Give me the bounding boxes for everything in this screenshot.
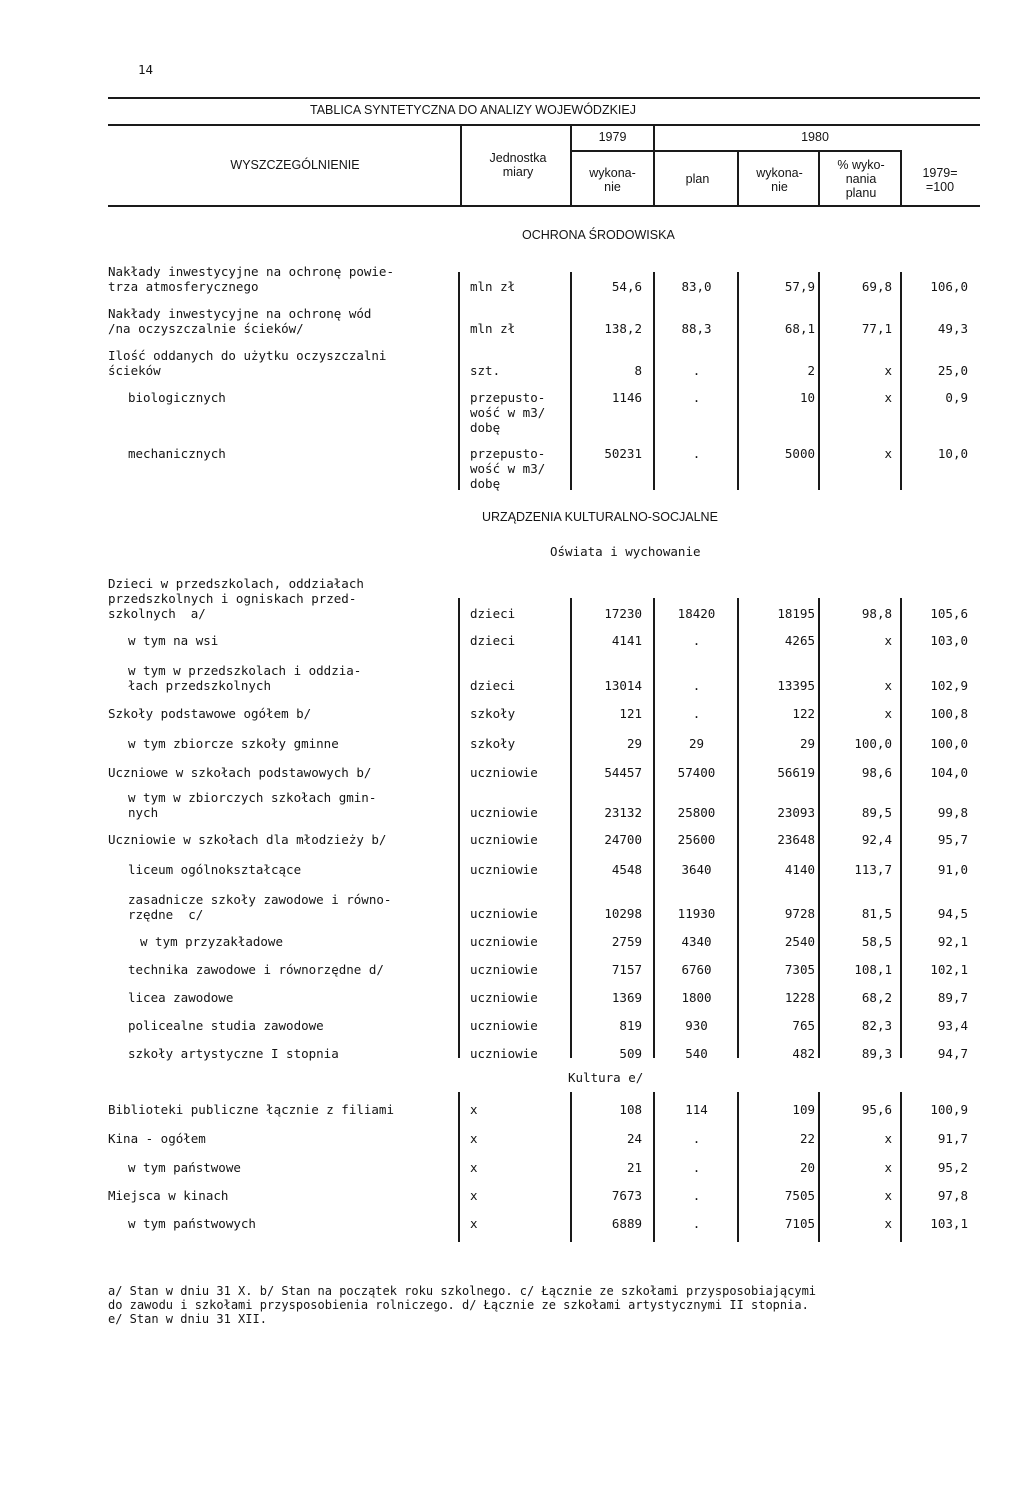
top-rule	[108, 97, 980, 99]
section-oswiata: Oświata i wychowanie	[550, 544, 701, 559]
header-index: 1979= =100	[922, 166, 958, 194]
section-urzadzenia: URZĄDZENIA KULTURALNO-SOCJALNE	[482, 510, 718, 524]
header-unit: Jednostka miary	[489, 151, 547, 179]
footnotes: a/ Stan w dniu 31 X. b/ Stan na początek roku szkolnego. c/ Łącznie ze szkołami przysposobiającymi do zawodu i szkołami przysposobienia rolniczego. d/ Łącznie ze szkołami artystycznymi II stopnia. e/ Stan w dniu 31 XII.	[108, 1284, 817, 1326]
header-1980: 1980	[801, 130, 829, 144]
header-plan: plan	[685, 172, 710, 186]
page-number: 14	[138, 62, 154, 77]
title-rule	[108, 124, 980, 126]
header-wykonanie-1979: wykona- nie	[589, 166, 636, 194]
year-rule	[570, 150, 900, 152]
header-wyszczegolnienie: WYSZCZEGÓLNIENIE	[230, 158, 360, 172]
header-percent-plan: % wyko- nania planu	[837, 158, 885, 200]
header-1979: 1979	[598, 130, 627, 144]
header-bottom-rule	[108, 205, 980, 207]
header-wykonanie-1980: wykona- nie	[756, 166, 803, 194]
section-kultura: Kultura e/	[568, 1070, 644, 1085]
table-title: TABLICA SYNTETYCZNA DO ANALIZY WOJEWÓDZKIEJ	[310, 103, 636, 117]
section-ochrona-srodowiska: OCHRONA ŚRODOWISKA	[522, 228, 675, 242]
